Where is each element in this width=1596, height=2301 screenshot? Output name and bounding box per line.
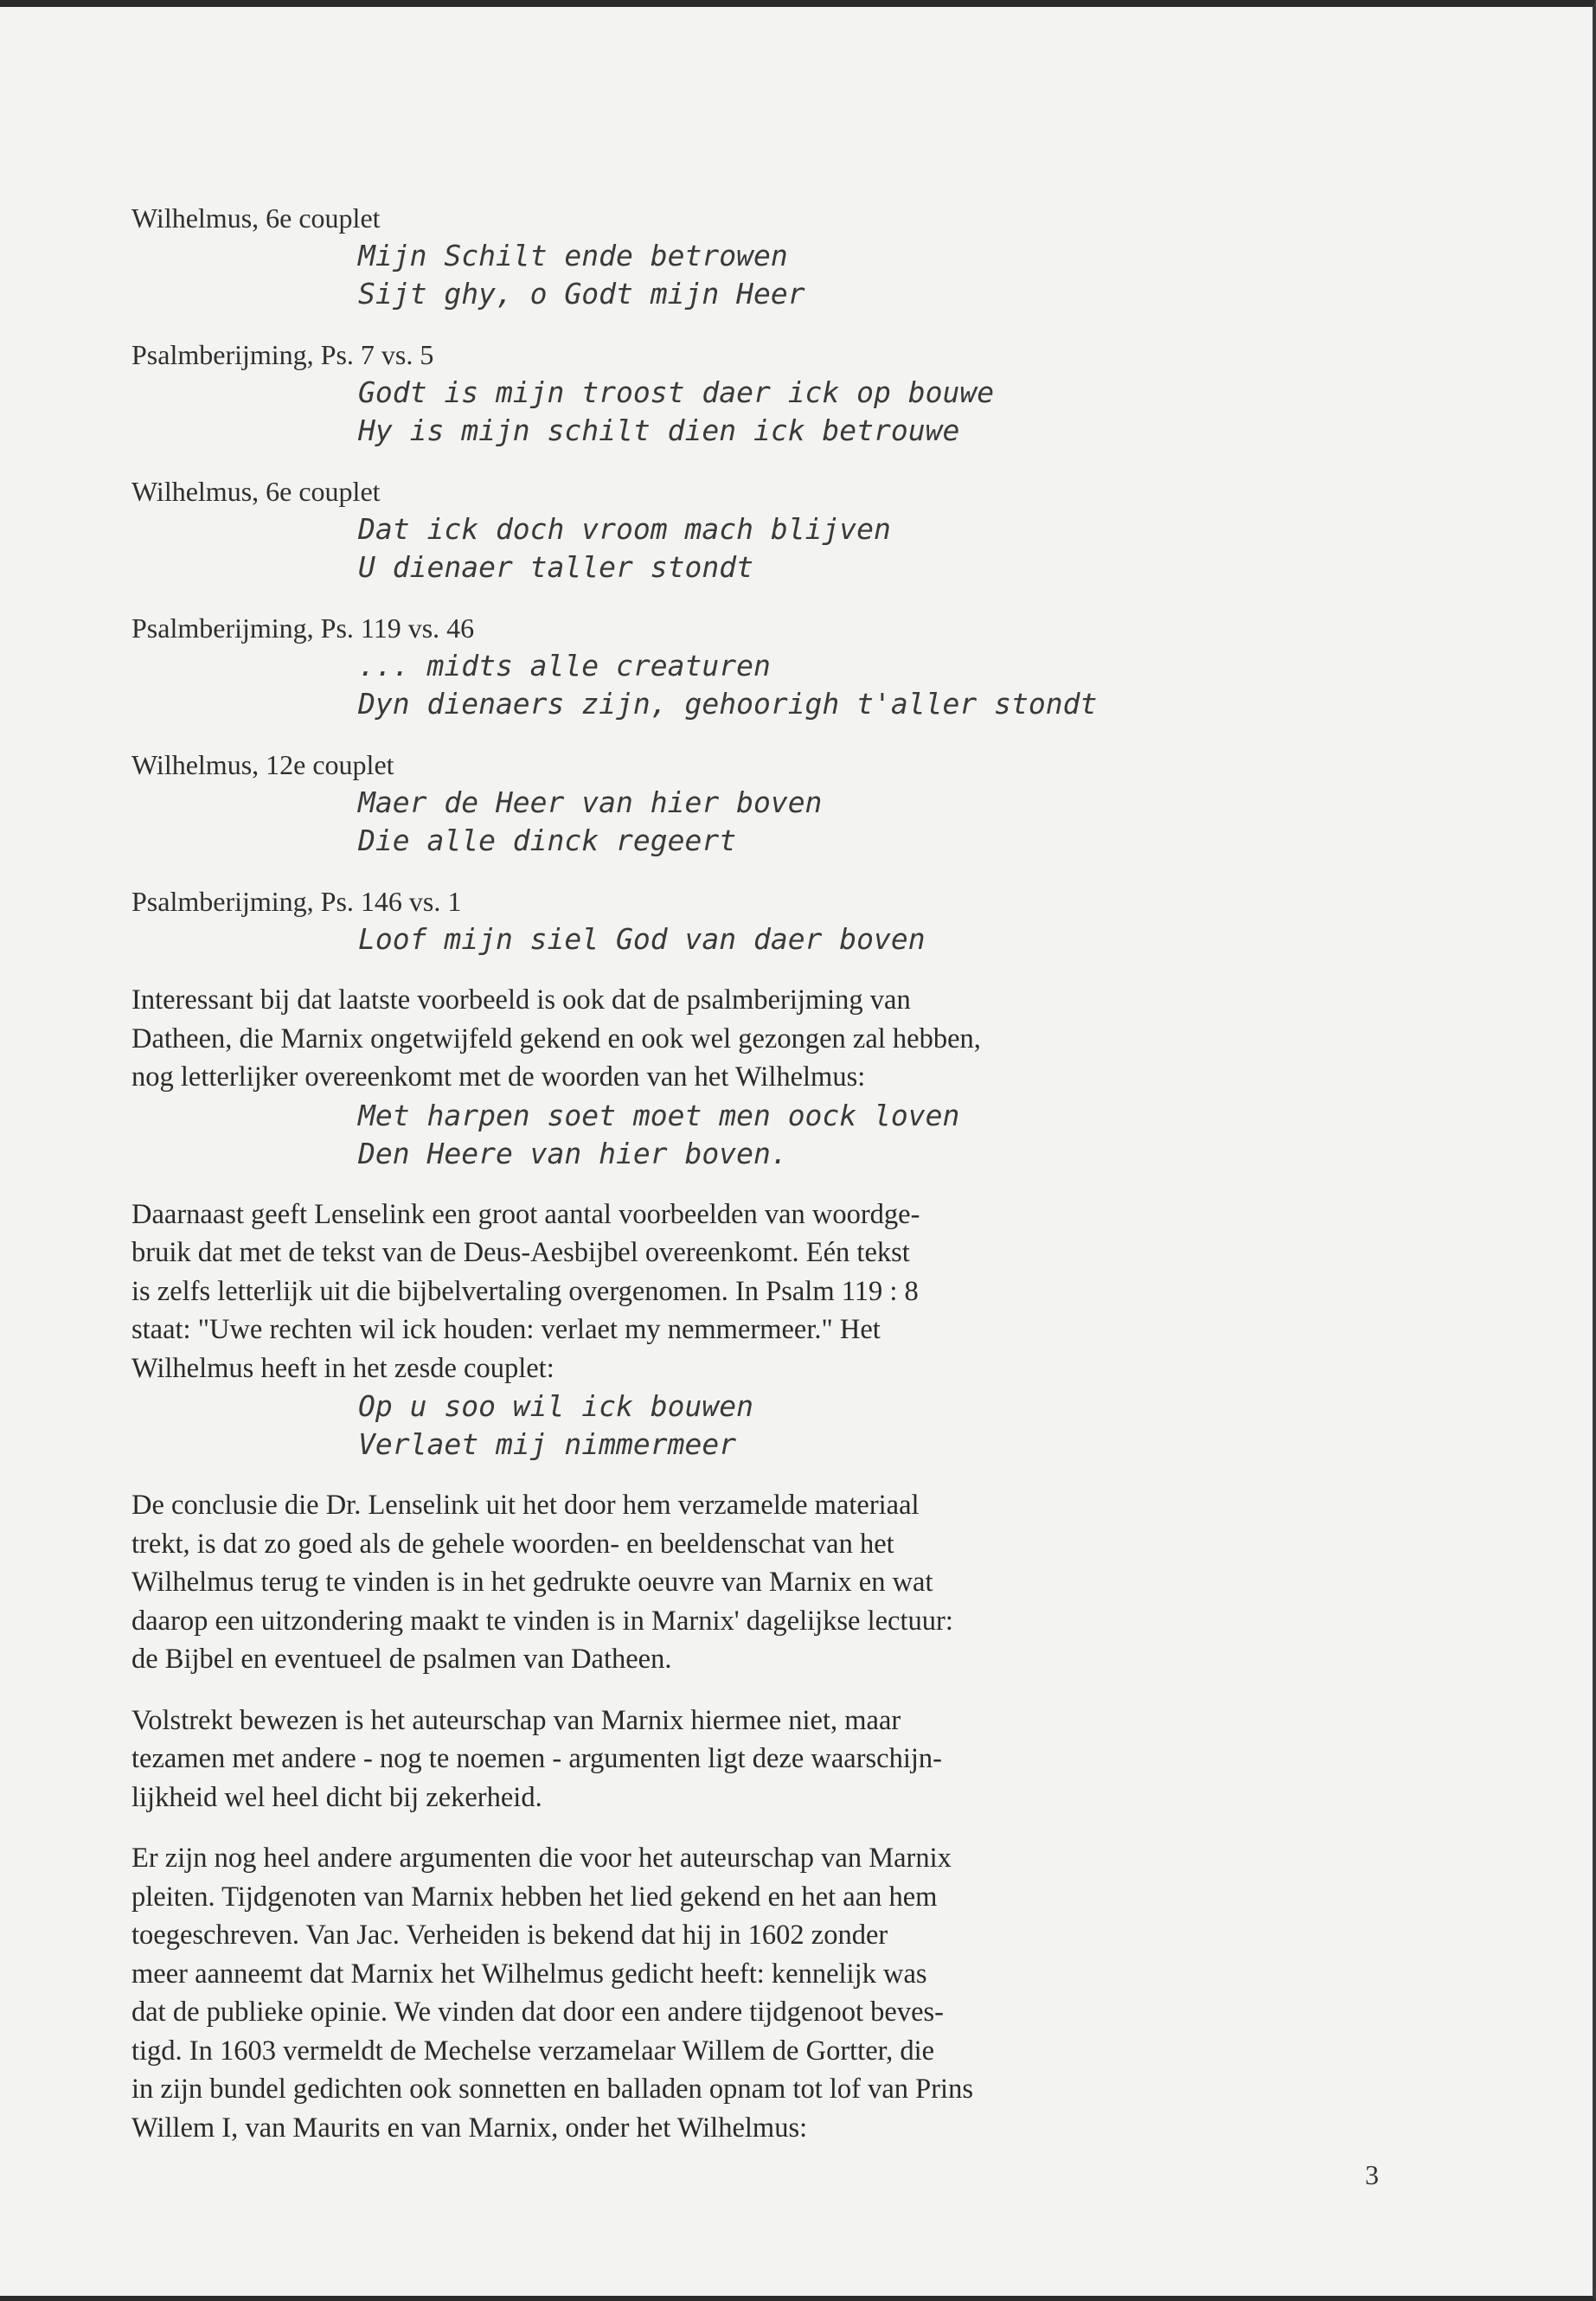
source-heading: Psalmberijming, Ps. 7 vs. 5 — [131, 339, 434, 370]
text-line: pleiten. Tijdgenoten van Marnix hebben het lied gekend en het aan hem — [131, 1881, 938, 1913]
quote-line: Sijt ghy, o Godt mijn Heer — [358, 277, 805, 311]
quote-line: Godt is mijn troost daer ick op bouwe — [358, 375, 995, 409]
quote-line: Die alle dinck regeert — [358, 824, 737, 857]
body-paragraph — [131, 1702, 1394, 1817]
page-number: 3 — [1365, 2159, 1379, 2190]
source-heading: Wilhelmus, 6e couplet — [131, 202, 381, 234]
source-heading: Psalmberijming, Ps. 146 vs. 1 — [131, 886, 462, 917]
page-content — [131, 199, 1394, 2170]
text-line: bruik dat met de tekst van de Deus-Aesbijbel overeenkomt. Eén tekst — [131, 1237, 910, 1268]
quote-line: Dat ick doch vroom mach blijven — [358, 512, 891, 546]
text-line: toegeschreven. Van Jac. Verheiden is bekend dat hij in 1602 zonder — [131, 1920, 888, 1951]
text-line: meer aanneemt dat Marnix het Wilhelmus gedicht heeft: kennelijk was — [131, 1958, 927, 1990]
comparison-block — [131, 882, 1394, 958]
text-line: Interessant bij dat laatste voorbeeld is ook dat de psalmberijming van — [131, 984, 911, 1016]
text-line: staat: "Uwe rechten wil ick houden: verlaet my nemmermeer." Het — [131, 1314, 881, 1345]
text-line: lijkheid wel heel dicht bij zekerheid. — [131, 1781, 542, 1813]
quote-line: Met harpen soet moet men oock loven — [358, 1098, 960, 1132]
text-line: Wilhelmus terug te vinden is in het gedrukte oeuvre van Marnix en wat — [131, 1567, 933, 1598]
text-line: Datheen, die Marnix ongetwijfeld gekend en ook wel gezongen zal hebben, — [131, 1022, 981, 1054]
text-line: Er zijn nog heel andere argumenten die voor het auteurschap van Marnix — [131, 1843, 952, 1874]
quote-line: Hy is mijn schilt dien ick betrouwe — [358, 413, 960, 447]
comparison-block — [131, 336, 1394, 450]
text-line: tigd. In 1603 vermeldt de Mechelse verzamelaar Willem de Gortter, die — [131, 2035, 935, 2067]
quote-line: Dyn dienaers zijn, gehoorigh t'aller stondt — [358, 687, 1098, 721]
body-paragraph — [131, 981, 1394, 1097]
text-line: in zijn bundel gedichten ook sonnetten en balladen opnam tot lof van Prins — [131, 2073, 973, 2105]
quote-line: Maer de Heer van hier boven — [358, 785, 823, 819]
text-line: trekt, is dat zo goed als de gehele woorden- en beeldenschat van het — [131, 1528, 894, 1560]
quote-line: Verlaet mij nimmermeer — [358, 1427, 737, 1461]
text-line: de Bijbel en eventueel de psalmen van Datheen. — [131, 1644, 672, 1675]
source-heading: Wilhelmus, 12e couplet — [131, 749, 394, 780]
text-line: nog letterlijker overeenkomt met de woorden van het Wilhelmus: — [131, 1061, 866, 1093]
quote-line: Den Heere van hier boven. — [358, 1136, 788, 1170]
comparison-block — [131, 199, 1394, 313]
quote-line: Loof mijn siel God van daer boven — [358, 922, 926, 956]
text-line: Daarnaast geeft Lenselink een groot aantal voorbeelden van woordge- — [131, 1198, 920, 1230]
text-line: daarop een uitzondering maakt te vinden is in Marnix' dagelijkse lectuur: — [131, 1605, 953, 1637]
source-heading: Wilhelmus, 6e couplet — [131, 476, 381, 507]
paragraph-with-quote — [131, 1195, 1394, 1465]
text-line: tezamen met andere - nog te noemen - argumenten ligt deze waarschijn- — [131, 1743, 942, 1774]
body-paragraph — [131, 1486, 1394, 1679]
quote-line: U dienaer taller stondt — [358, 550, 753, 584]
body-paragraph — [131, 1839, 1394, 2147]
quote-line: ... midts alle creaturen — [358, 649, 771, 683]
text-line: Volstrekt bewezen is het auteurschap van Marnix hiermee niet, maar — [131, 1704, 901, 1736]
comparison-block — [131, 609, 1394, 723]
text-line: Wilhelmus heeft in het zesde couplet: — [131, 1352, 554, 1384]
quote-line: Mijn Schilt ende betrowen — [358, 239, 788, 272]
quote-line: Op u soo wil ick bouwen — [358, 1389, 753, 1423]
paragraph-with-quote — [131, 981, 1394, 1173]
text-line: dat de publieke opinie. We vinden dat door een andere tijdgenoot beves- — [131, 1997, 944, 2028]
source-heading: Psalmberijming, Ps. 119 vs. 46 — [131, 612, 475, 644]
text-line: is zelfs letterlijk uit die bijbelvertaling overgenomen. In Psalm 119 : 8 — [131, 1275, 919, 1307]
text-line: Willem I, van Maurits en van Marnix, onder het Wilhelmus: — [131, 2112, 808, 2144]
body-paragraph — [131, 1195, 1394, 1388]
text-line: De conclusie die Dr. Lenselink uit het door hem verzamelde materiaal — [131, 1490, 920, 1521]
comparison-block — [131, 472, 1394, 586]
comparison-block — [131, 746, 1394, 860]
